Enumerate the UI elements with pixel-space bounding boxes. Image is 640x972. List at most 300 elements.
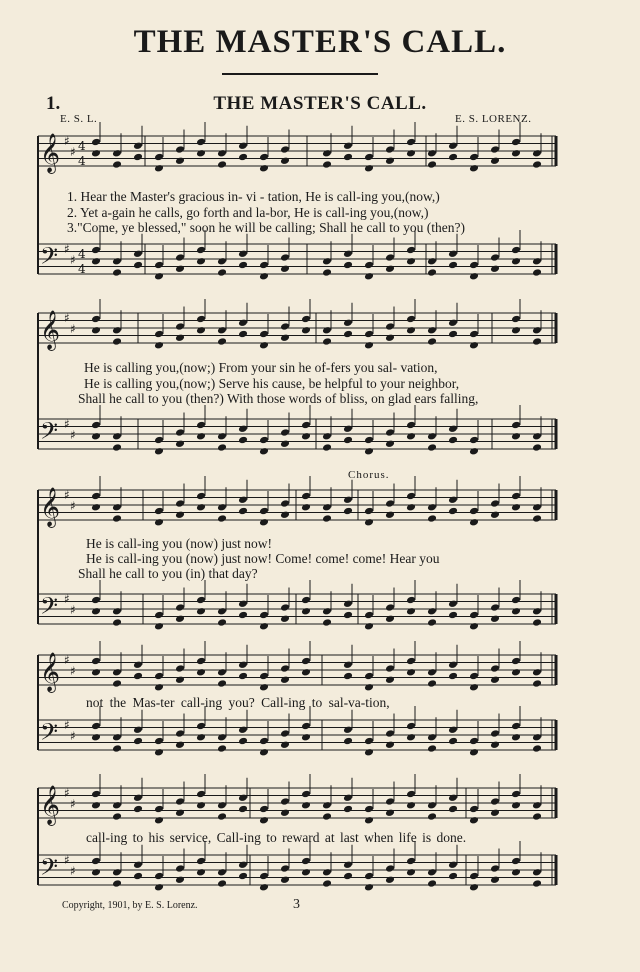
treble-clef: 𝄞	[40, 310, 61, 350]
sharp-sign: ♯	[70, 797, 76, 811]
notehead	[154, 672, 164, 681]
notehead	[301, 801, 311, 810]
notehead	[238, 860, 248, 869]
notehead	[490, 740, 500, 749]
notehead	[91, 315, 101, 324]
notehead	[280, 253, 290, 262]
notehead	[532, 744, 542, 753]
notehead	[154, 737, 164, 746]
notehead	[385, 499, 395, 508]
notehead	[469, 683, 479, 692]
notehead	[154, 153, 164, 162]
notehead	[322, 607, 332, 616]
sharp-sign: ♯	[70, 145, 76, 159]
sharp-sign: ♯	[64, 592, 70, 606]
notehead	[532, 149, 542, 158]
notehead	[280, 333, 290, 342]
notehead	[217, 801, 227, 810]
notehead	[343, 860, 353, 869]
notehead	[280, 614, 290, 623]
notehead	[91, 421, 101, 430]
notehead	[238, 725, 248, 734]
notehead	[469, 272, 479, 281]
notehead	[343, 599, 353, 608]
notehead	[511, 138, 521, 147]
notehead	[427, 432, 437, 441]
notehead	[343, 660, 353, 669]
notehead	[343, 805, 353, 814]
lyric-line: 3."Come, ye blessed," soon he will be calling; Shall he call to you (then?)	[67, 220, 465, 235]
notehead	[175, 614, 185, 623]
notehead	[490, 797, 500, 806]
notehead	[448, 507, 458, 516]
notehead	[469, 507, 479, 516]
notehead	[154, 816, 164, 825]
notehead	[238, 872, 248, 881]
notehead	[322, 337, 332, 346]
notehead	[343, 872, 353, 881]
notehead	[154, 507, 164, 516]
notehead	[406, 790, 416, 799]
notehead	[280, 145, 290, 154]
notehead	[532, 801, 542, 810]
notehead	[406, 668, 416, 677]
music-credit: E. S. LORENZ.	[455, 113, 532, 125]
notehead	[406, 432, 416, 441]
notehead	[133, 872, 143, 881]
notehead	[343, 495, 353, 504]
notehead	[280, 808, 290, 817]
notehead	[406, 492, 416, 501]
notehead	[280, 156, 290, 165]
notehead	[469, 611, 479, 620]
notehead	[385, 145, 395, 154]
notehead	[217, 503, 227, 512]
notehead	[91, 733, 101, 742]
notehead	[280, 797, 290, 806]
notehead	[448, 141, 458, 150]
copyright-notice: Copyright, 1901, by E. S. Lorenz.	[62, 900, 198, 911]
sharp-sign: ♯	[70, 253, 76, 267]
notehead	[406, 722, 416, 731]
notehead	[259, 436, 269, 445]
notehead	[217, 744, 227, 753]
page-number: 3	[293, 897, 300, 912]
notehead	[427, 443, 437, 452]
chorus-label: Chorus.	[348, 469, 390, 481]
notehead	[301, 668, 311, 677]
notehead	[217, 337, 227, 346]
notehead	[448, 424, 458, 433]
notehead	[238, 507, 248, 516]
notehead	[511, 857, 521, 866]
notehead	[280, 603, 290, 612]
notehead	[343, 424, 353, 433]
notehead	[343, 141, 353, 150]
notehead	[196, 315, 206, 324]
notehead	[406, 607, 416, 616]
notehead	[385, 729, 395, 738]
notehead	[154, 164, 164, 173]
notehead	[217, 326, 227, 335]
notehead	[532, 679, 542, 688]
notehead	[343, 507, 353, 516]
notehead	[133, 725, 143, 734]
notehead	[196, 421, 206, 430]
notehead	[259, 622, 269, 631]
notehead	[280, 864, 290, 873]
notehead	[217, 268, 227, 277]
notehead	[280, 322, 290, 331]
notehead	[238, 805, 248, 814]
notehead	[91, 790, 101, 799]
notehead	[448, 725, 458, 734]
time-signature: 4	[78, 154, 86, 168]
notehead	[175, 729, 185, 738]
lyric-line: not the Mas-ter call-ing you? Call-ing to sal-va-tion,	[86, 695, 390, 710]
notehead	[175, 428, 185, 437]
notehead	[511, 257, 521, 266]
notehead	[343, 249, 353, 258]
notehead	[406, 733, 416, 742]
notehead	[280, 264, 290, 273]
notehead	[406, 657, 416, 666]
notehead	[364, 153, 374, 162]
notehead	[154, 272, 164, 281]
notehead	[175, 675, 185, 684]
notehead	[427, 607, 437, 616]
notehead	[322, 801, 332, 810]
notehead	[112, 337, 122, 346]
notehead	[154, 683, 164, 692]
notehead	[532, 337, 542, 346]
notehead	[217, 432, 227, 441]
treble-clef: 𝄞	[40, 487, 61, 527]
notehead	[217, 443, 227, 452]
notehead	[196, 596, 206, 605]
notehead	[364, 737, 374, 746]
notehead	[322, 879, 332, 888]
notehead	[511, 790, 521, 799]
notehead	[259, 341, 269, 350]
notehead	[406, 138, 416, 147]
notehead	[469, 805, 479, 814]
notehead	[385, 675, 395, 684]
notehead	[301, 857, 311, 866]
notehead	[490, 499, 500, 508]
time-signature: 4	[78, 139, 86, 153]
notehead	[154, 872, 164, 881]
notehead	[175, 797, 185, 806]
page-heading: THE MASTER'S CALL.	[133, 24, 507, 60]
notehead	[238, 793, 248, 802]
notehead	[469, 261, 479, 270]
notehead	[238, 261, 248, 270]
notehead	[385, 333, 395, 342]
notehead	[406, 149, 416, 158]
notehead	[469, 737, 479, 746]
notehead	[112, 160, 122, 169]
notehead	[301, 657, 311, 666]
notehead	[364, 611, 374, 620]
notehead	[448, 599, 458, 608]
sharp-sign: ♯	[70, 428, 76, 442]
notehead	[301, 733, 311, 742]
notehead	[427, 744, 437, 753]
notehead	[322, 149, 332, 158]
notehead	[175, 145, 185, 154]
bass-clef: 𝄢	[40, 242, 59, 275]
hymn-number: 1.	[46, 93, 61, 114]
notehead	[112, 514, 122, 523]
notehead	[259, 518, 269, 527]
notehead	[112, 812, 122, 821]
notehead	[217, 618, 227, 627]
notehead	[217, 868, 227, 877]
notehead	[301, 868, 311, 877]
lyric-line: He is call-ing you (now) just now!	[86, 536, 272, 551]
notehead	[532, 868, 542, 877]
bass-clef: 𝄢	[40, 592, 59, 625]
sharp-sign: ♯	[70, 603, 76, 617]
notehead	[448, 330, 458, 339]
notehead	[154, 447, 164, 456]
notehead	[301, 492, 311, 501]
notehead	[469, 436, 479, 445]
notehead	[406, 596, 416, 605]
notehead	[511, 868, 521, 877]
notehead	[238, 737, 248, 746]
notehead	[343, 611, 353, 620]
notehead	[91, 668, 101, 677]
notehead	[448, 261, 458, 270]
notehead	[259, 683, 269, 692]
notehead	[343, 436, 353, 445]
notehead	[259, 261, 269, 270]
notehead	[448, 249, 458, 258]
notehead	[511, 722, 521, 731]
notehead	[154, 436, 164, 445]
sharp-sign: ♯	[64, 311, 70, 325]
notehead	[406, 257, 416, 266]
notehead	[343, 330, 353, 339]
notehead	[91, 149, 101, 158]
notehead	[427, 160, 437, 169]
notehead	[322, 812, 332, 821]
notehead	[175, 439, 185, 448]
words-credit: E. S. L.	[60, 113, 98, 125]
notehead	[427, 326, 437, 335]
notehead	[490, 664, 500, 673]
notehead	[112, 257, 122, 266]
notehead	[259, 272, 269, 281]
notehead	[196, 857, 206, 866]
notehead	[511, 246, 521, 255]
notehead	[175, 322, 185, 331]
notehead	[343, 153, 353, 162]
notehead	[532, 503, 542, 512]
notehead	[154, 518, 164, 527]
notehead	[133, 249, 143, 258]
notehead	[301, 432, 311, 441]
notehead	[259, 153, 269, 162]
notehead	[406, 857, 416, 866]
notehead	[112, 268, 122, 277]
notehead	[448, 860, 458, 869]
notehead	[511, 432, 521, 441]
notehead	[511, 326, 521, 335]
bass-clef: 𝄢	[40, 853, 59, 886]
notehead	[532, 257, 542, 266]
notehead	[217, 879, 227, 888]
notehead	[133, 672, 143, 681]
notehead	[385, 439, 395, 448]
notehead	[532, 326, 542, 335]
notehead	[196, 138, 206, 147]
notehead	[469, 748, 479, 757]
notehead	[490, 510, 500, 519]
notehead	[196, 246, 206, 255]
hymn-title: THE MASTER'S CALL.	[213, 93, 427, 114]
notehead	[469, 872, 479, 881]
notehead	[511, 733, 521, 742]
notehead	[301, 607, 311, 616]
notehead	[343, 725, 353, 734]
notehead	[196, 492, 206, 501]
notehead	[490, 156, 500, 165]
notehead	[385, 322, 395, 331]
notehead	[364, 341, 374, 350]
notehead	[154, 330, 164, 339]
notehead	[91, 257, 101, 266]
time-signature: 4	[78, 247, 86, 261]
notehead	[322, 160, 332, 169]
notehead	[364, 872, 374, 881]
notehead	[322, 443, 332, 452]
notehead	[322, 432, 332, 441]
notehead	[91, 857, 101, 866]
notehead	[112, 733, 122, 742]
notehead	[154, 805, 164, 814]
notehead	[259, 507, 269, 516]
notehead	[385, 510, 395, 519]
notehead	[175, 253, 185, 262]
notehead	[217, 149, 227, 158]
notehead	[448, 672, 458, 681]
notehead	[91, 432, 101, 441]
notehead	[427, 801, 437, 810]
notehead	[280, 499, 290, 508]
notehead	[364, 261, 374, 270]
notehead	[511, 149, 521, 158]
notehead	[91, 503, 101, 512]
notehead	[364, 164, 374, 173]
notehead	[217, 812, 227, 821]
notehead	[364, 672, 374, 681]
notehead	[238, 153, 248, 162]
sharp-sign: ♯	[70, 664, 76, 678]
lyric-line: Shall he call to you (then?) With those words of bliss, on glad ears falling,	[78, 391, 479, 406]
notehead	[112, 149, 122, 158]
notehead	[175, 603, 185, 612]
notehead	[238, 424, 248, 433]
notehead	[511, 668, 521, 677]
notehead	[385, 614, 395, 623]
notehead	[322, 326, 332, 335]
notehead	[448, 872, 458, 881]
notehead	[112, 868, 122, 877]
treble-clef: 𝄞	[40, 785, 61, 825]
bass-clef: 𝄢	[40, 417, 59, 450]
notehead	[280, 664, 290, 673]
notehead	[259, 672, 269, 681]
notehead	[427, 618, 437, 627]
notehead	[301, 326, 311, 335]
notehead	[385, 808, 395, 817]
notehead	[511, 657, 521, 666]
notehead	[490, 264, 500, 273]
notehead	[469, 164, 479, 173]
notehead	[133, 660, 143, 669]
notehead	[259, 447, 269, 456]
notehead	[385, 875, 395, 884]
notehead	[238, 611, 248, 620]
notehead	[301, 722, 311, 731]
sharp-sign: ♯	[70, 729, 76, 743]
notehead	[343, 793, 353, 802]
notehead	[406, 421, 416, 430]
notehead	[490, 729, 500, 738]
notehead	[385, 264, 395, 273]
notehead	[91, 801, 101, 810]
sharp-sign: ♯	[64, 242, 70, 256]
notehead	[112, 668, 122, 677]
lyric-line: 2. Yet a-gain he calls, go forth and la-bor, He is call-ing you,(now,)	[67, 205, 429, 220]
sharp-sign: ♯	[64, 417, 70, 431]
notehead	[322, 868, 332, 877]
notehead	[511, 503, 521, 512]
notehead	[490, 675, 500, 684]
notehead	[406, 315, 416, 324]
notehead	[385, 428, 395, 437]
notehead	[406, 246, 416, 255]
notehead	[448, 660, 458, 669]
notehead	[532, 879, 542, 888]
notehead	[259, 737, 269, 746]
notehead	[91, 492, 101, 501]
notehead	[196, 503, 206, 512]
notehead	[133, 737, 143, 746]
notehead	[469, 883, 479, 892]
sharp-sign: ♯	[64, 488, 70, 502]
notehead	[196, 868, 206, 877]
notehead	[322, 514, 332, 523]
notehead	[448, 318, 458, 327]
notehead	[532, 733, 542, 742]
notehead	[91, 657, 101, 666]
notehead	[154, 611, 164, 620]
notehead	[196, 257, 206, 266]
notehead	[469, 447, 479, 456]
notehead	[154, 883, 164, 892]
notehead	[427, 503, 437, 512]
notehead	[154, 748, 164, 757]
notehead	[280, 428, 290, 437]
notehead	[343, 318, 353, 327]
notehead	[532, 668, 542, 677]
lyric-line: Shall he call to you (in) that day?	[78, 566, 258, 581]
notehead	[280, 729, 290, 738]
